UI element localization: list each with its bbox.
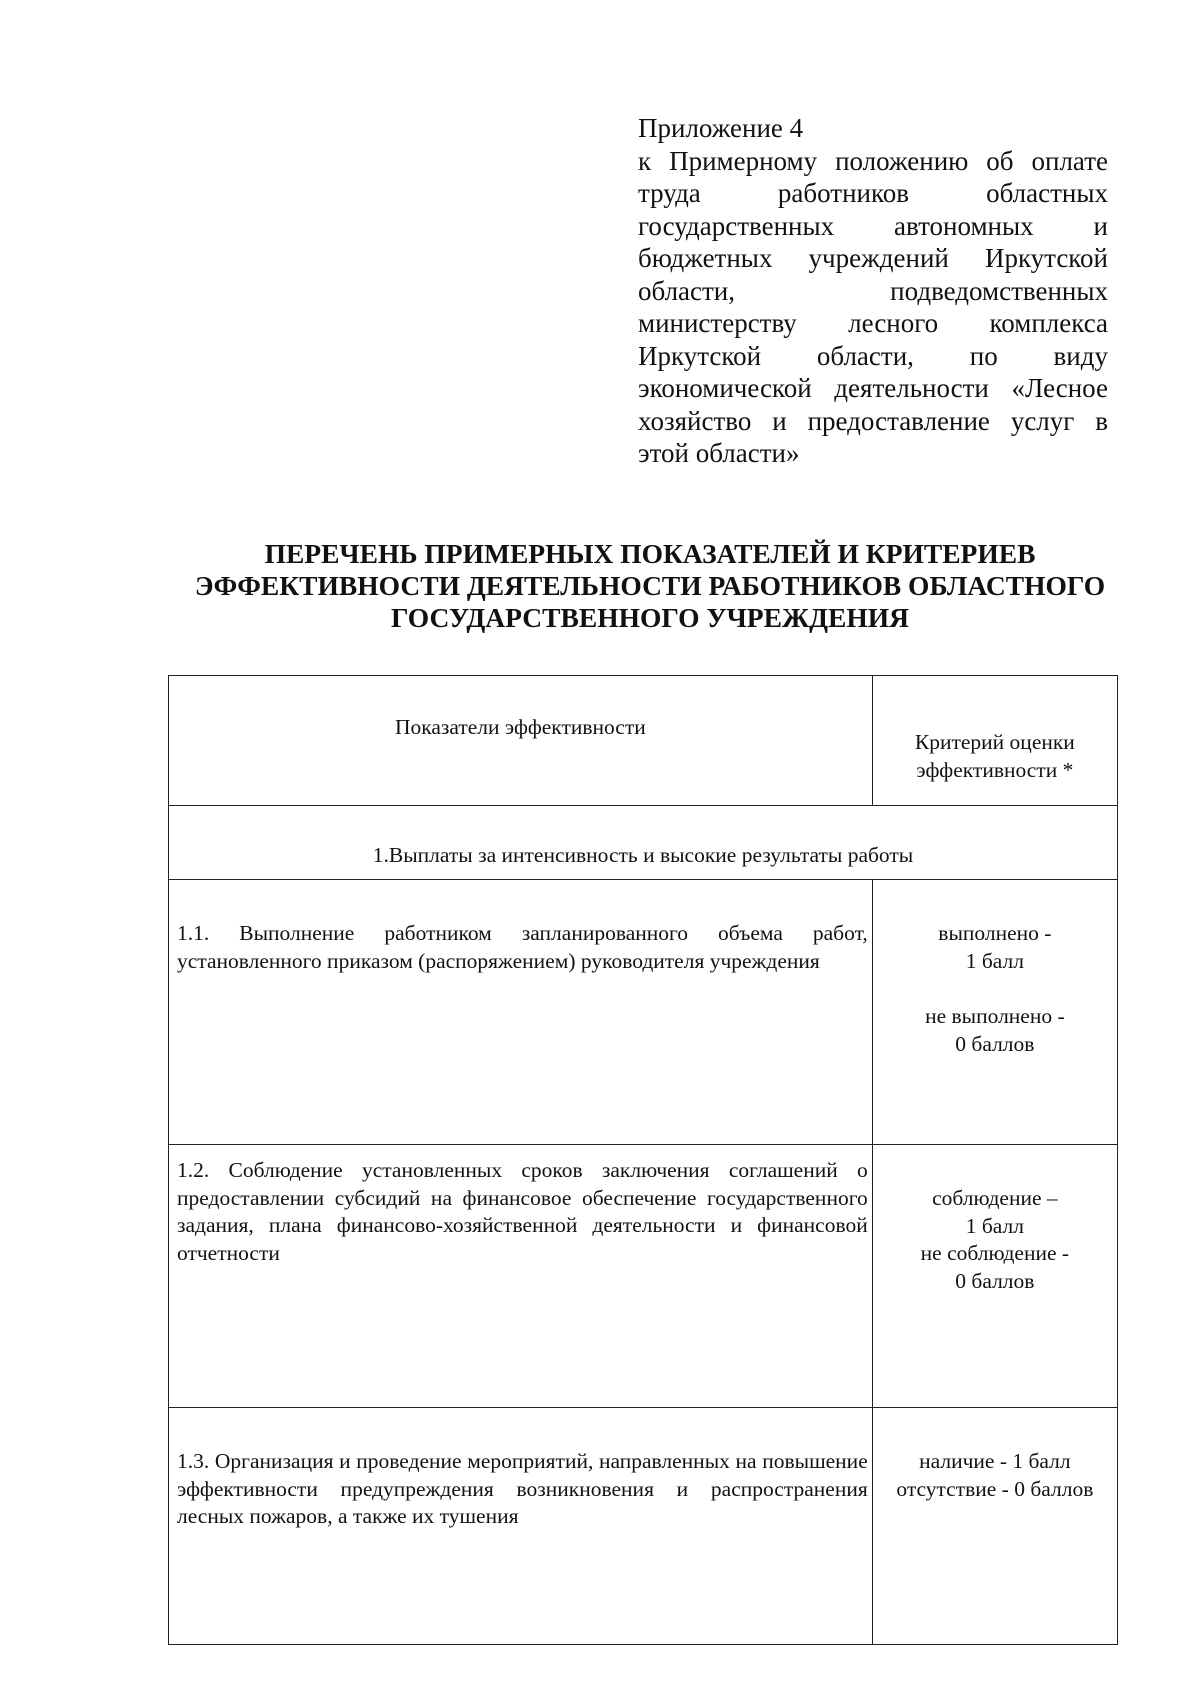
criteria-text: не выполнено - [925, 1004, 1065, 1028]
criteria-table [168, 675, 1118, 1645]
criteria-text: наличие - 1 балл [919, 1449, 1071, 1473]
criteria-1-2 [872, 1145, 1117, 1408]
table-row [169, 1145, 1118, 1408]
table-row [169, 1408, 1118, 1645]
indicator-1-1: 1.1. Выполнение работником запланированного объема работ, установленного приказом (распоряжением) руководителя учреждения [169, 880, 873, 1145]
section-row [169, 806, 1118, 880]
criteria-text: не соблюдение - [920, 1241, 1070, 1265]
criteria-1-3 [872, 1408, 1117, 1645]
criteria-text: выполнено - [938, 921, 1052, 945]
indicator-1-3: 1.3. Организация и проведение мероприятий, направленных на повышение эффективности предупреждения возникновения и распространения лесных пожаров, а также их тушения [169, 1408, 873, 1645]
table-row [169, 880, 1118, 1145]
criteria-text: 0 баллов [955, 1268, 1035, 1293]
header-indicators: Показатели эффективности [169, 676, 873, 806]
title-line-2: ЭФФЕКТИВНОСТИ ДЕЯТЕЛЬНОСТИ РАБОТНИКОВ ОБЛАСТНОГО [194, 570, 1106, 601]
title-line-3: ГОСУДАРСТВЕННОГО УЧРЕЖДЕНИЯ [390, 602, 910, 633]
criteria-text: 1 балл [965, 948, 1024, 973]
criteria-1-1 [872, 880, 1117, 1145]
criteria-text: отсутствие - 0 баллов [896, 1476, 1094, 1501]
section-1-title: 1.Выплаты за интенсивность и высокие результаты работы [169, 806, 1118, 880]
appendix-text: к Примерному положению об оплате труда работников областных государственных автономных и бюджетных учреждений Иркутской области, подведомственных министерству лесного комплекса Иркутской области, по виду экономической деятельности «Лесное хозяйство и предоставление услуг в этой области» [638, 145, 1108, 468]
criteria-text: 0 баллов [955, 1031, 1035, 1056]
appendix-header [638, 112, 1108, 470]
document-title [100, 538, 1200, 634]
table-header-row [169, 676, 1118, 806]
criteria-text: соблюдение – [932, 1186, 1058, 1210]
criteria-text: 1 балл [965, 1213, 1024, 1238]
title-line-1: ПЕРЕЧЕНЬ ПРИМЕРНЫХ ПОКАЗАТЕЛЕЙ И КРИТЕРИЕВ [264, 538, 1036, 569]
header-criteria: Критерий оценки эффективности * [872, 676, 1117, 806]
indicator-1-2: 1.2. Соблюдение установленных сроков заключения соглашений о предоставлении субсидий на финансовое обеспечение государственного задания, плана финансово-хозяйственной деятельности и финансовой отчетности [169, 1145, 873, 1408]
appendix-number: Приложение 4 [638, 113, 804, 143]
